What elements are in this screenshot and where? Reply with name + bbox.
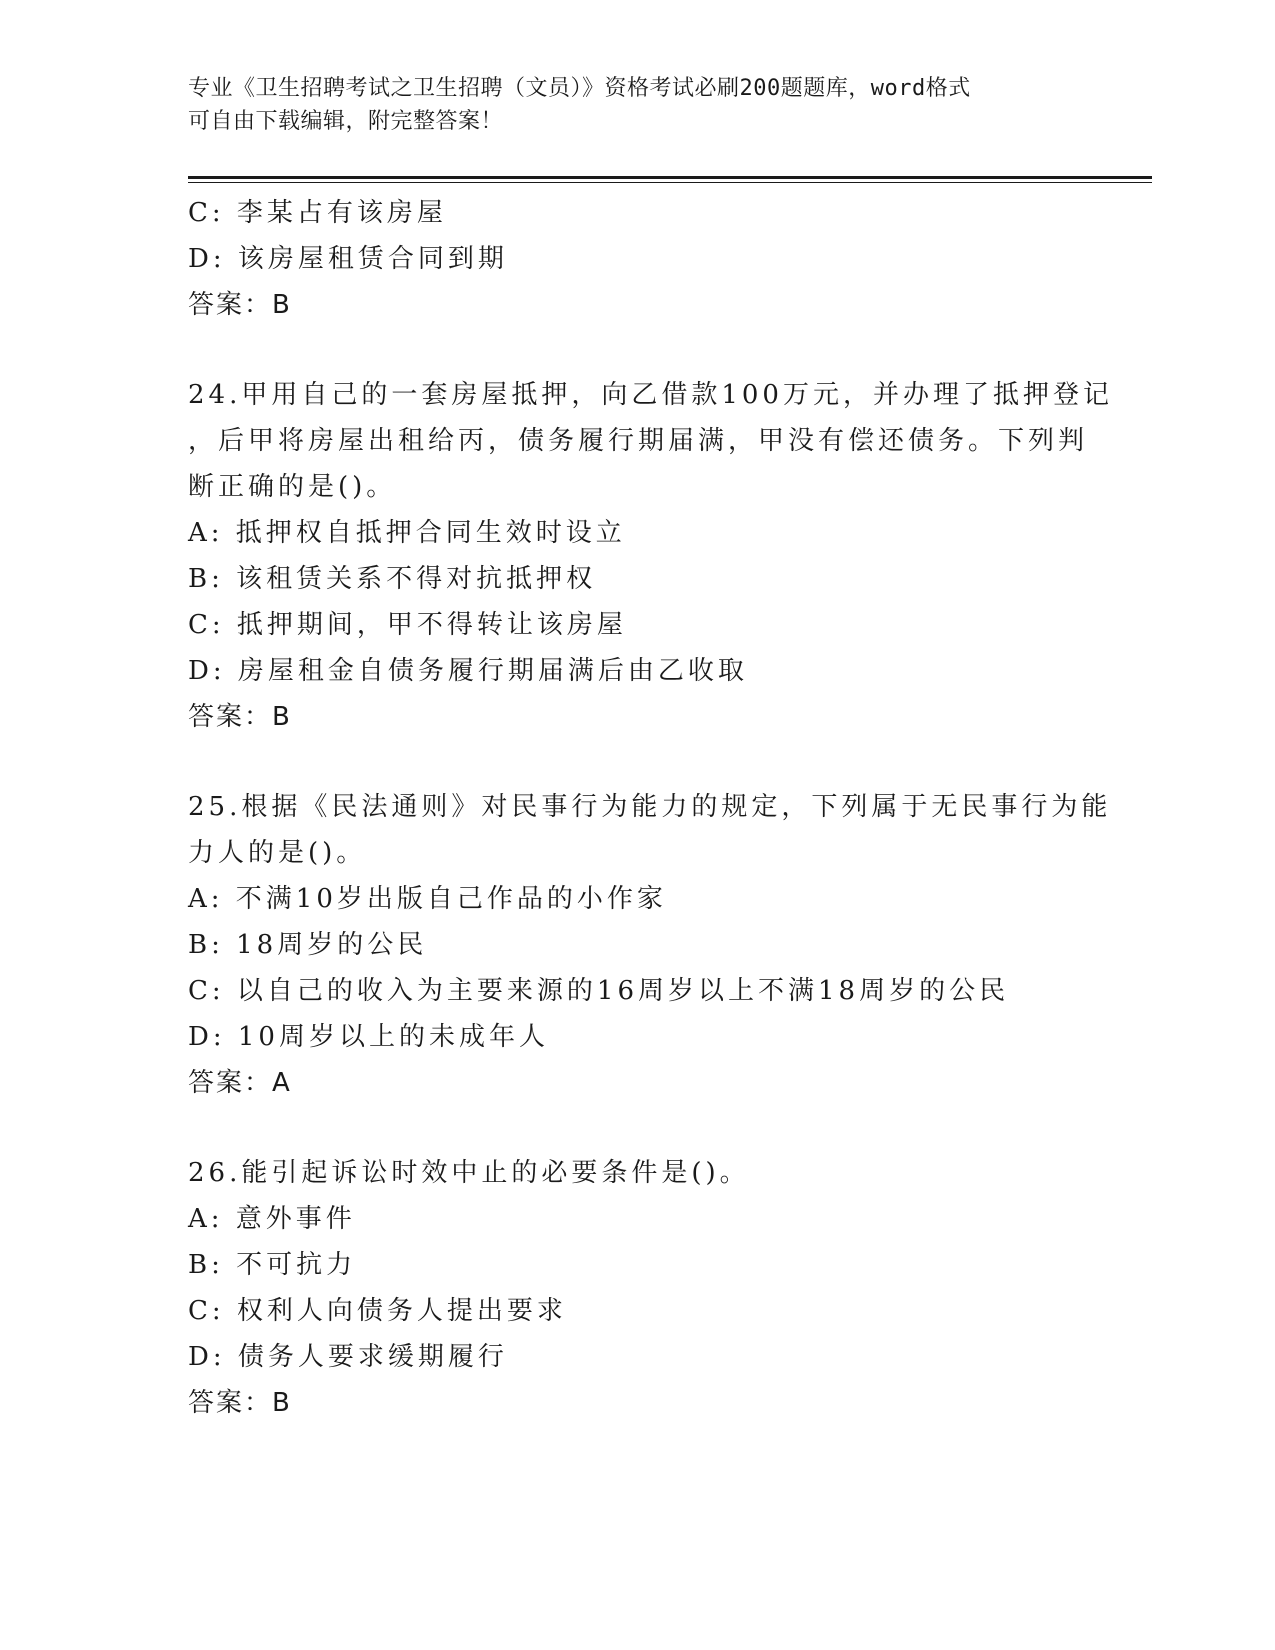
option-b: B: 不可抗力 — [188, 1250, 357, 1280]
option-d: D: 10周岁以上的未成年人 — [188, 1022, 549, 1052]
document-header — [188, 72, 1088, 138]
option-a: A: 抵押权自抵押合同生效时设立 — [188, 518, 626, 548]
question-stem-line: 断正确的是()。 — [188, 472, 397, 502]
option-a: A: 不满10岁出版自己作品的小作家 — [188, 884, 667, 914]
option-b: B: 18周岁的公民 — [188, 930, 428, 960]
question-25 — [188, 784, 1112, 1106]
header-divider-thin — [188, 182, 1152, 183]
question-stem-line: 25.根据《民法通则》对民事行为能力的规定，下列属于无民事行为能 — [188, 792, 1112, 822]
answer-line: 答案：A — [188, 1068, 292, 1098]
option-d: D: 债务人要求缓期履行 — [188, 1342, 508, 1372]
header-title-line-1: 专业《卫生招聘考试之卫生招聘（文员）》资格考试必刷200题题库，word格式 — [188, 76, 971, 101]
option-c: C: 抵押期间，甲不得转让该房屋 — [188, 610, 627, 640]
header-divider-thick — [188, 176, 1152, 179]
question-24 — [188, 372, 1113, 740]
spacer — [188, 1106, 1088, 1150]
answer-line: 答案：B — [188, 702, 292, 732]
question-content — [188, 190, 1113, 1426]
option-d: D: 该房屋租赁合同到期 — [188, 244, 508, 274]
option-b: B: 该租赁关系不得对抗抵押权 — [188, 564, 597, 594]
question-stem-line: ，后甲将房屋出租给丙，债务履行期届满，甲没有偿还债务。下列判 — [188, 426, 1089, 456]
option-a: A: 意外事件 — [188, 1204, 356, 1234]
question-26 — [188, 1150, 1088, 1426]
option-c: C: 权利人向债务人提出要求 — [188, 1296, 567, 1326]
spacer — [188, 740, 1088, 784]
option-c: C: 李某占有该房屋 — [188, 198, 447, 228]
header-title-line-2: 可自由下载编辑，附完整答案！ — [188, 109, 504, 134]
question-stem-line: 24.甲用自己的一套房屋抵押，向乙借款100万元，并办理了抵押登记 — [188, 380, 1113, 410]
answer-line: 答案：B — [188, 290, 292, 320]
spacer — [188, 328, 1088, 372]
question-stem-line: 26.能引起诉讼时效中止的必要条件是()。 — [188, 1158, 750, 1188]
question-stem-line: 力人的是()。 — [188, 838, 367, 868]
answer-line: 答案：B — [188, 1388, 292, 1418]
option-d: D: 房屋租金自债务履行期届满后由乙收取 — [188, 656, 748, 686]
question-23-continued — [188, 190, 1088, 328]
option-c: C: 以自己的收入为主要来源的16周岁以上不满18周岁的公民 — [188, 976, 1010, 1006]
